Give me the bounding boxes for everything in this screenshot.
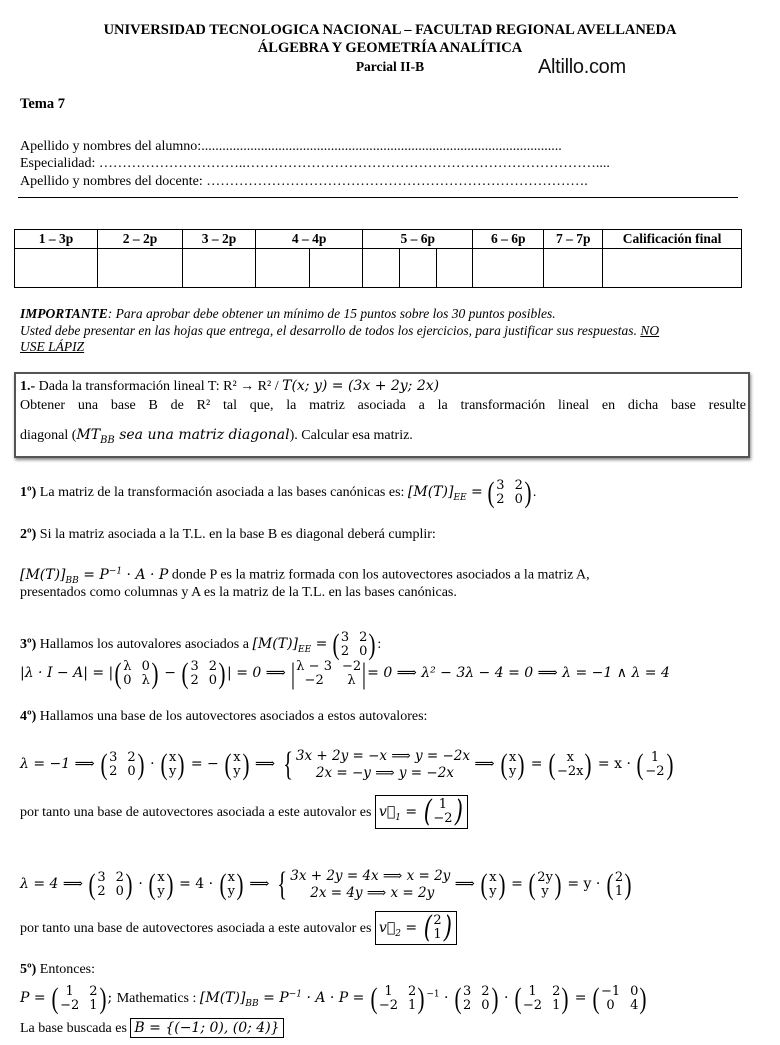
- step-4: [20, 709, 427, 725]
- step-5-label: 5º): [20, 962, 37, 977]
- exercise-number: 1.-: [20, 379, 36, 394]
- exercise-box: [14, 372, 750, 458]
- score-cell: [309, 249, 363, 288]
- score-cell: [399, 249, 436, 288]
- char-eq-tail: = 0 ⟹ λ² − 3λ − 4 = 0 ⟹ λ = −1 ∧ λ = 4: [367, 665, 670, 682]
- basis-text: por tanto una base de autovectores asociada a este autovalor es: [20, 805, 375, 820]
- grade-header: Calificación final: [603, 230, 742, 249]
- step-2-rest: donde P es la matriz formada con los autovectores asociados a la matriz A,: [168, 567, 590, 583]
- matrix-P: ( 1 2 −2 1 ): [514, 982, 569, 1015]
- specialty-field: Especialidad: …………………………..…………………………………………………………………....: [20, 156, 610, 171]
- basis-text: por tanto una base de autovectores asociada a este autovalor es: [20, 921, 375, 936]
- grade-header: 2 – 2p: [98, 230, 183, 249]
- lambda-identity-matrix: ( λ 0 0 λ ): [114, 657, 159, 690]
- grades-table: [14, 229, 742, 288]
- v2-vector: ( 2 1 ): [423, 910, 452, 945]
- matrix-A: ( 3 2 2 0 ): [487, 476, 532, 509]
- grades-score-row: [15, 249, 742, 288]
- xy-vector: ( x y ): [500, 748, 525, 781]
- final-basis-line: [20, 1018, 284, 1038]
- matrix-P: ( 1 2 −2 1 ): [51, 982, 107, 1015]
- diagonalization-formula: $[M(T)]_{BB} = P^{-1} \cdot A \cdot P$: [20, 566, 169, 586]
- p-symbol: P =: [20, 990, 51, 1007]
- step-2-formula-line: [20, 566, 590, 585]
- step-3: 3º) Hallamos los autovalores asociados a $[M(T)]_{EE}$ = ( 3 2 2 0 ) :: [20, 628, 382, 661]
- basis-v1-line: [20, 795, 468, 829]
- matrix-A: ( 3 2 2 0 ): [454, 982, 499, 1015]
- teacher-name-field: Apellido y nombres del docente: ……………………………………………………………………….: [20, 174, 588, 189]
- grade-header: 1 – 3p: [15, 230, 98, 249]
- exam-title: Parcial II-B: [355, 59, 425, 74]
- xy-vector: ( x y ): [160, 748, 185, 781]
- diagonal-matrix: ( −1 0 0 4 ): [592, 982, 647, 1015]
- exercise-text: diagonal (: [20, 428, 77, 443]
- divider: [18, 197, 738, 198]
- matrix-P: ( 1 2 −2 1 ): [370, 982, 425, 1015]
- basis-v2-line: [20, 911, 457, 945]
- matrix-symbol: MT: [76, 427, 101, 443]
- important-label: IMPORTANTE: [20, 306, 108, 321]
- det-equals: | = 0 ⟹: [227, 665, 291, 682]
- diagonal-text: sea una matriz diagonal: [114, 427, 290, 443]
- exercise-line3: [20, 427, 413, 446]
- exercise-text: ). Calcular esa matriz.: [289, 428, 413, 443]
- v2-box: $v⃗_2$ = ( 2 1 ): [375, 911, 457, 945]
- important-line1: : Para aprobar debe obtener un mínimo de 15 puntos sobre los 30 puntos posibles.: [107, 306, 556, 321]
- score-cell: [603, 249, 742, 288]
- score-cell: [363, 249, 400, 288]
- step-5-computation: P = ( 1 2 −2 1 ) ; Mathematics : $[M(T)]_{BB} = P^{-1} \cdot A \cdot P$ = ( 1 2 −2 1 ) $^{-1}$ · ( 3 2 2 0 ) · ( 1 2 −2 1 ) = ( −1 0 0 4 ): [20, 982, 647, 1015]
- exercise-line2: Obtener una base B de R² tal que, la matriz asociada a la transformación lineal en dicha base resulte: [20, 398, 746, 413]
- det-matrix: | λ − 3 −2 −2 λ |: [291, 657, 367, 690]
- step-2: [20, 527, 436, 543]
- lambda-4: λ = 4 ⟹: [20, 876, 88, 893]
- eigenvector-2: ( 2 1 ): [606, 868, 632, 901]
- xy-vector: ( x y ): [224, 748, 250, 781]
- lambda-minus1-derivation: λ = −1 ⟹ ( 3 2 2 0 ) · ( x y ) = − ( x y ) ⟹ { 3x + 2y = −x ⟹ y = −2x 2x = −y ⟹ y = −2x ⟹ ( x y ) = ( x −2x ) = x · ( 1 −2 ): [20, 746, 674, 783]
- grade-header: 7 – 7p: [544, 230, 603, 249]
- score-cell: [473, 249, 544, 288]
- canonical-matrix-symbol: $[M(T)]_{EE}$ =: [252, 636, 328, 656]
- characteristic-equation: |λ · I − A| = | ( λ 0 0 λ ) − ( 3 2 2 0 ) | = 0 ⟹ | λ − 3 −2 −2 λ | = 0 ⟹ λ² − 3λ − 4 = 0 ⟹ λ = −1 ∧ λ = 4: [20, 657, 670, 690]
- no-lapiz-2: USE LÁPIZ: [20, 339, 85, 354]
- matrix-A: ( 3 2 2 0 ): [100, 748, 145, 781]
- v1-box: $v⃗_1$ = ( 1 −2 ): [375, 795, 468, 829]
- step-4-text: Hallamos una base de los autovectores asociados a estos autovalores:: [36, 709, 428, 724]
- score-cell: [256, 249, 310, 288]
- system-eq: 3x + 2y = 4x ⟹ x = 2y: [290, 868, 451, 884]
- step-1: 1º) La matriz de la transformación asociada a las bases canónicas es: $[M(T)]_{EE}$ = ( 3 2 2 0 ) .: [20, 476, 537, 509]
- lambda-4-derivation: λ = 4 ⟹ ( 3 2 2 0 ) · ( x y ) = 4 · ( x y ) ⟹ { 3x + 2y = 4x ⟹ x = 2y 2x = 4y ⟹ x = 2y ⟹ ( x y ) = ( 2y y ) = y · ( 2 1 ): [20, 866, 632, 903]
- step-1-text: La matriz de la transformación asociada a las bases canónicas es:: [36, 485, 408, 501]
- important-note: [20, 306, 748, 356]
- watermark-logo: Altillo.com: [538, 56, 626, 78]
- system-eq: 2x = 4y ⟹ x = 2y: [310, 885, 435, 901]
- step-3-text: Hallamos los autovalores asociados a: [36, 637, 253, 653]
- grade-header: 4 – 4p: [256, 230, 363, 249]
- matrix-A: ( 3 2 2 0 ): [332, 628, 376, 661]
- transformation-formula: T(x; y) = (3x + 2y; 2x): [282, 378, 440, 394]
- subject-title: ÁLGEBRA Y GEOMETRÍA ANALÍTICA: [257, 40, 523, 56]
- matrix-A: ( 3 2 2 0 ): [88, 868, 133, 901]
- xy-vector: ( x y ): [219, 868, 244, 901]
- canonical-matrix-symbol: $[M(T)]_{EE}$ =: [407, 484, 483, 504]
- step-2-line2: presentados como columnas y A es la matriz de la T.L. en las bases canónicas.: [20, 585, 457, 600]
- solution-vector: ( 2y y ): [528, 868, 562, 901]
- exercise-line1: [20, 378, 439, 395]
- final-basis: B = {(−1; 0), (0; 4)}: [130, 1018, 283, 1038]
- lambda-minus1: λ = −1 ⟹: [20, 756, 100, 773]
- system-eq: 3x + 2y = −x ⟹ y = −2x: [295, 748, 470, 764]
- system-lambda-minus1: { 3x + 2y = −x ⟹ y = −2x 2x = −y ⟹ y = −2x: [282, 746, 470, 783]
- no-lapiz-1: NO: [640, 322, 660, 338]
- system-lambda-4: { 3x + 2y = 4x ⟹ x = 2y 2x = 4y ⟹ x = 2y: [277, 866, 451, 903]
- step-1-label: 1º): [20, 485, 37, 501]
- matrix-subscript: BB: [100, 434, 115, 446]
- score-cell: [15, 249, 98, 288]
- exercise-statement: Dada la transformación lineal T: R² → R² /: [35, 379, 283, 394]
- step-5-text: Entonces:: [36, 962, 96, 977]
- matrix-A: ( 3 2 2 0 ): [181, 657, 226, 690]
- system-eq: 2x = −y ⟹ y = −2x: [315, 765, 454, 781]
- xy-vector: ( x y ): [480, 868, 506, 901]
- score-cell: [98, 249, 183, 288]
- solution-vector: ( x −2x ): [548, 748, 592, 781]
- step-3-label: 3º): [20, 637, 37, 653]
- grades-header-row: [15, 230, 742, 249]
- final-text: La base buscada es: [20, 1021, 131, 1036]
- grade-header: 6 – 6p: [473, 230, 544, 249]
- det-expression: |λ · I − A| = |: [20, 665, 114, 682]
- step-5-mid: Mathematics :: [116, 991, 200, 1007]
- step-2-text: Si la matriz asociada a la T.L. en la base B es diagonal deberá cumplir:: [36, 527, 436, 542]
- score-cell: [544, 249, 603, 288]
- university-title: UNIVERSIDAD TECNOLOGICA NACIONAL – FACULTAD REGIONAL AVELLANEDA: [103, 22, 677, 38]
- score-cell: [183, 249, 256, 288]
- eigenvector-1: ( 1 −2 ): [636, 748, 674, 781]
- v1-vector: ( 1 −2 ): [423, 794, 463, 829]
- result-formula: $[M(T)]_{BB} = P^{-1} \cdot A \cdot P$ =: [199, 989, 369, 1010]
- important-line2: Usted debe presentar en las hojas que entrega, el desarrollo de todos los ejercicios, para justificar sus respuestas.: [20, 322, 641, 338]
- grade-header: 5 – 6p: [363, 230, 473, 249]
- grade-header: 3 – 2p: [183, 230, 256, 249]
- step-2-label: 2º): [20, 527, 37, 542]
- xy-vector: ( x y ): [148, 868, 174, 901]
- student-name-field: Apellido y nombres del alumno:.......................................................................................................: [20, 139, 562, 154]
- step-4-label: 4º): [20, 709, 37, 724]
- step-5: [20, 962, 95, 978]
- tema-label: Tema 7: [20, 96, 65, 112]
- score-cell: [436, 249, 473, 288]
